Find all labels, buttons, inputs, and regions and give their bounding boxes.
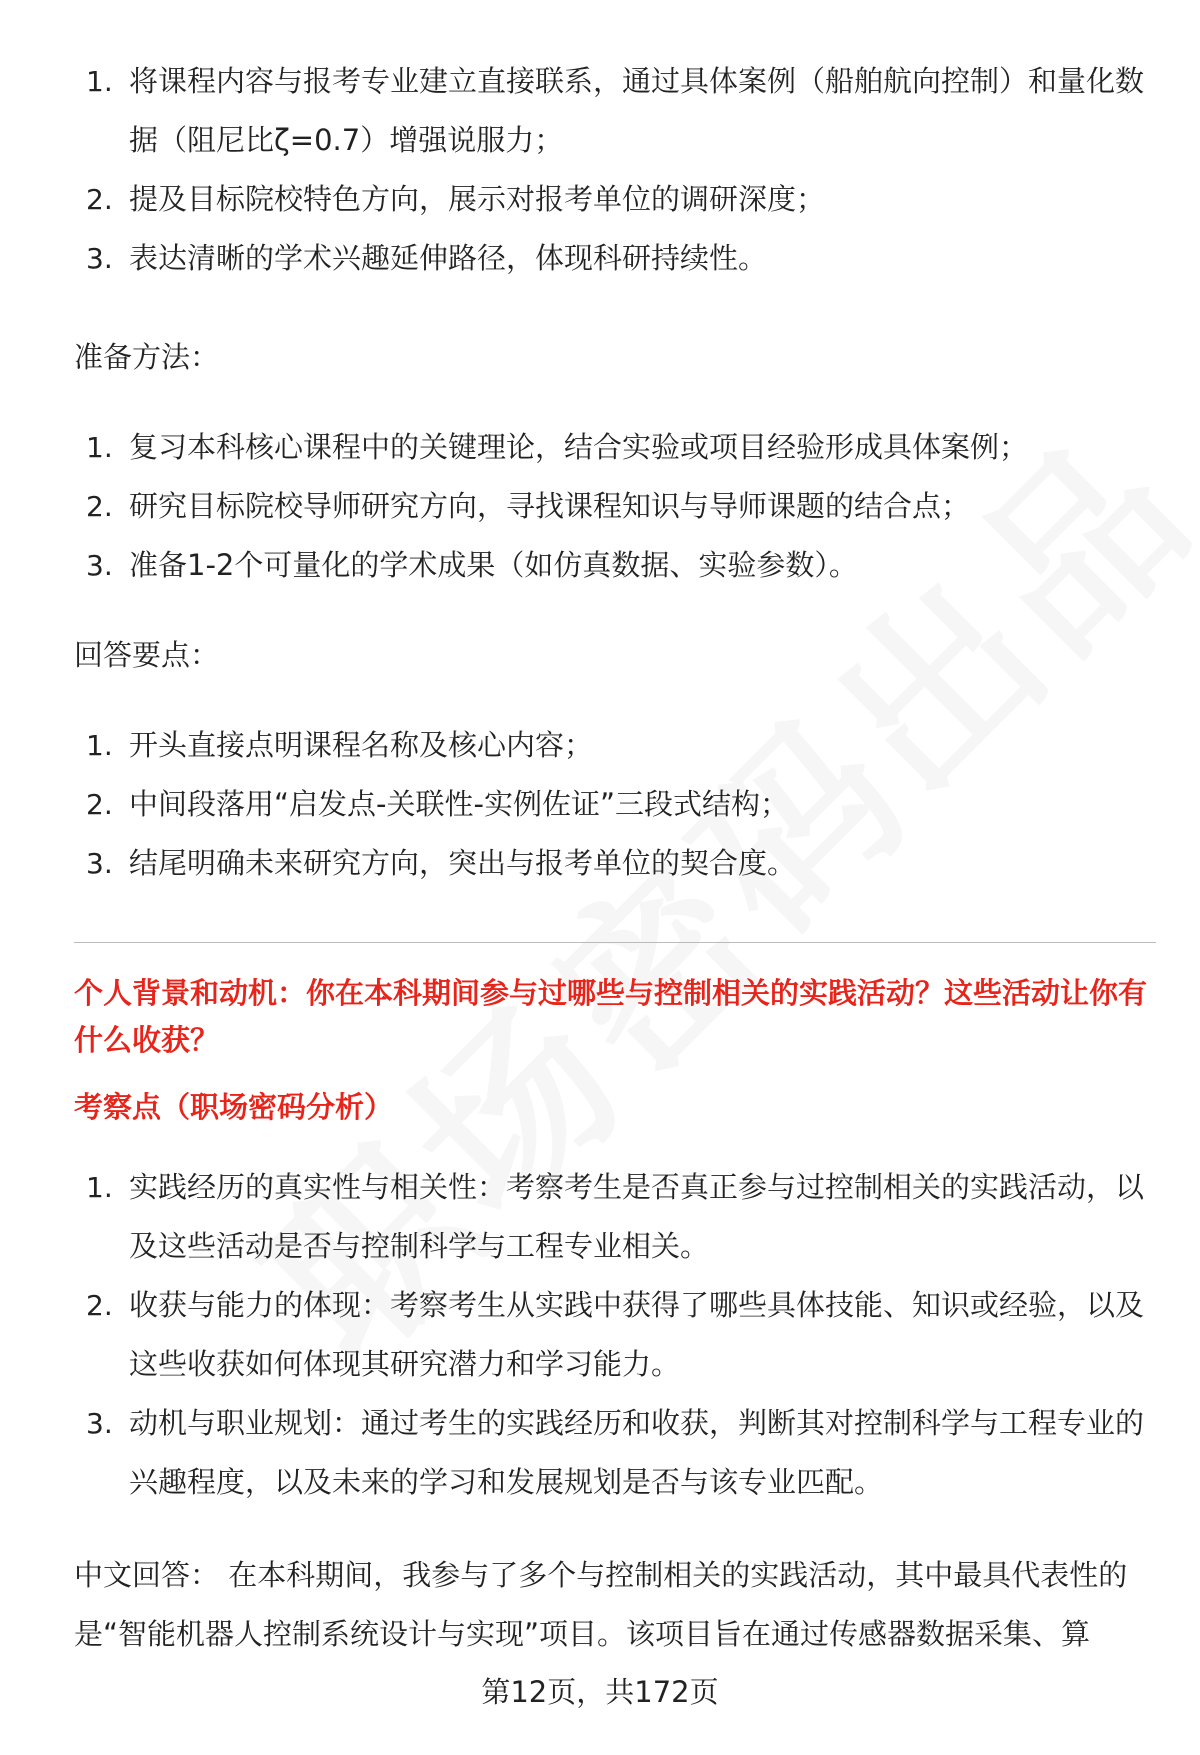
list-number: 2. (86, 183, 113, 216)
list-number: 1. (86, 1171, 113, 1204)
list-text: 表达清晰的学术兴趣延伸路径，体现科研持续性。 (129, 241, 768, 275)
list-number: 3. (86, 1407, 113, 1440)
assessment-list (74, 1158, 1154, 1512)
list-text: 动机与职业规划：通过考生的实践经历和收获，判断其对控制科学与工程专业的兴趣程度，以及未来的学习和发展规划是否与该专业匹配。 (129, 1406, 1145, 1499)
assessment-list-block (74, 1158, 1154, 1512)
question-subtitle-block (74, 1084, 1154, 1131)
question-subtitle: 考察点（职场密码分析） (74, 1090, 394, 1124)
list-text: 准备1-2个可量化的学术成果（如仿真数据、实验参数）。 (129, 548, 858, 582)
list-item (74, 775, 1154, 834)
list-number: 2. (86, 788, 113, 821)
list-item (74, 52, 1154, 170)
list-text: 开头直接点明课程名称及核心内容； (129, 728, 594, 762)
list-text: 提及目标院校特色方向，展示对报考单位的调研深度； (129, 182, 826, 216)
question-section (74, 970, 1154, 1064)
list-number: 1. (86, 729, 113, 762)
list-number: 2. (86, 1289, 113, 1322)
prep-section (74, 328, 1154, 387)
list-number: 3. (86, 549, 113, 582)
answer-points-list (74, 716, 1154, 893)
answer-points-section (74, 626, 1154, 685)
list-text: 将课程内容与报考专业建立直接联系，通过具体案例（船舶航向控制）和量化数据（阻尼比ζ=0.7）增强说服力； (129, 64, 1145, 157)
list-text: 结尾明确未来研究方向，突出与报考单位的契合度。 (129, 846, 797, 880)
answer-points-list-block (74, 716, 1154, 893)
page-footer: 第12页，共172页 (481, 1675, 719, 1709)
list-text: 收获与能力的体现：考察考生从实践中获得了哪些具体技能、知识或经验，以及这些收获如何体现其研究潜力和学习能力。 (129, 1288, 1145, 1381)
list-item (74, 536, 1154, 595)
list-number: 1. (86, 65, 113, 98)
list-item (74, 170, 1154, 229)
list-item (74, 477, 1154, 536)
prep-list-block (74, 418, 1154, 595)
intro-list (74, 52, 1154, 288)
section-divider (74, 942, 1156, 943)
list-item (74, 229, 1154, 288)
prep-list (74, 418, 1154, 595)
answer-section (74, 1546, 1154, 1664)
answer-points-label: 回答要点： (74, 638, 220, 672)
intro-list-block (74, 52, 1154, 288)
answer-paragraph: 中文回答： 在本科期间，我参与了多个与控制相关的实践活动，其中最具代表性的是“智能机器人控制系统设计与实现”项目。该项目旨在通过传感器数据采集、算 (74, 1558, 1128, 1651)
question-title: 个人背景和动机：你在本科期间参与过哪些与控制相关的实践活动？这些活动让你有什么收获？ (74, 976, 1148, 1057)
prep-label: 准备方法： (74, 340, 220, 374)
list-text: 实践经历的真实性与相关性：考察考生是否真正参与过控制相关的实践活动，以及这些活动是否与控制科学与工程专业相关。 (129, 1170, 1145, 1263)
list-item (74, 716, 1154, 775)
list-item (74, 834, 1154, 893)
list-text: 复习本科核心课程中的关键理论，结合实验或项目经验形成具体案例； (129, 430, 1029, 464)
list-item (74, 1276, 1154, 1394)
list-text: 中间段落用“启发点-关联性-实例佐证”三段式结构； (129, 787, 789, 821)
list-item (74, 1394, 1154, 1512)
list-number: 3. (86, 242, 113, 275)
list-number: 3. (86, 847, 113, 880)
list-text: 研究目标院校导师研究方向，寻找课程知识与导师课题的结合点； (129, 489, 971, 523)
list-number: 2. (86, 490, 113, 523)
list-item (74, 418, 1154, 477)
list-number: 1. (86, 431, 113, 464)
list-item (74, 1158, 1154, 1276)
